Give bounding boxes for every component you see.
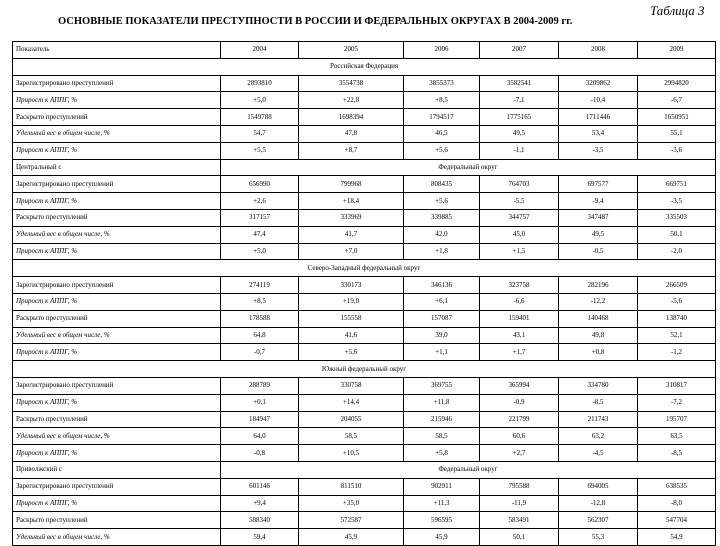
value-cell: -8,5: [638, 445, 716, 462]
value-cell: -11,9: [480, 495, 559, 512]
value-cell: 42,0: [404, 226, 480, 243]
value-cell: +10,5: [299, 445, 404, 462]
value-cell: 323758: [480, 277, 559, 294]
value-cell: 902911: [404, 478, 480, 495]
value-cell: 596595: [404, 512, 480, 529]
value-cell: 697577: [559, 176, 638, 193]
row-label: Удельный вес в общем числе, %: [13, 125, 221, 142]
table-row: [13, 512, 716, 529]
value-cell: 41,7: [299, 226, 404, 243]
table-row: [13, 495, 716, 512]
value-cell: 330758: [299, 377, 404, 394]
row-label: Раскрыто преступлений: [13, 411, 221, 428]
value-cell: 369755: [404, 377, 480, 394]
value-cell: 49,5: [480, 125, 559, 142]
value-cell: 55,3: [559, 529, 638, 546]
header-cell: 2006: [404, 42, 480, 59]
table-caption: Таблица 3: [650, 3, 705, 18]
value-cell: +5,6: [299, 344, 404, 361]
region-header-row: [13, 58, 716, 75]
table-row: [13, 377, 716, 394]
table-row: [13, 75, 716, 92]
value-cell: -12,8: [559, 495, 638, 512]
value-cell: 266509: [638, 277, 716, 294]
value-cell: 159401: [480, 310, 559, 327]
row-label: Зарегистрировано преступлений: [13, 277, 221, 294]
region-header-row: [13, 260, 716, 277]
value-cell: 346136: [404, 277, 480, 294]
value-cell: 795588: [480, 478, 559, 495]
value-cell: 288789: [221, 377, 299, 394]
row-label: Удельный вес в общем числе, %: [13, 529, 221, 546]
value-cell: 221799: [480, 411, 559, 428]
table-row: [13, 193, 716, 210]
value-cell: 155558: [299, 310, 404, 327]
value-cell: 157087: [404, 310, 480, 327]
value-cell: 215946: [404, 411, 480, 428]
value-cell: 50,1: [480, 529, 559, 546]
row-label: Прирост к АППГ, %: [13, 243, 221, 260]
value-cell: 2893810: [221, 75, 299, 92]
value-cell: 49,8: [559, 327, 638, 344]
value-cell: +8,5: [221, 293, 299, 310]
value-cell: 310817: [638, 377, 716, 394]
value-cell: 808435: [404, 176, 480, 193]
table-row: [13, 293, 716, 310]
region-name: Северо-Западный федеральный округ: [13, 260, 716, 277]
table-row: [13, 529, 716, 546]
table-row: [13, 109, 716, 126]
value-cell: +35,0: [299, 495, 404, 512]
row-label: Удельный вес в общем числе, %: [13, 428, 221, 445]
header-cell: 2004: [221, 42, 299, 59]
region-header-row: [13, 361, 716, 378]
header-cell: 2007: [480, 42, 559, 59]
region-name: Федеральный округ: [221, 461, 716, 478]
row-label: Прирост к АППГ, %: [13, 142, 221, 159]
value-cell: +0,1: [221, 394, 299, 411]
value-cell: +5,6: [404, 193, 480, 210]
row-label: Прирост к АППГ, %: [13, 394, 221, 411]
header-cell: 2008: [559, 42, 638, 59]
value-cell: 47,4: [221, 226, 299, 243]
value-cell: +5,0: [221, 92, 299, 109]
table-row: [13, 394, 716, 411]
value-cell: 63,5: [638, 428, 716, 445]
value-cell: 45,0: [480, 226, 559, 243]
value-cell: 3209862: [559, 75, 638, 92]
row-label: Прирост к АППГ, %: [13, 193, 221, 210]
value-cell: 41,6: [299, 327, 404, 344]
value-cell: 1775165: [480, 109, 559, 126]
region-header-row: [13, 159, 716, 176]
value-cell: 211743: [559, 411, 638, 428]
region-header-row: [13, 461, 716, 478]
value-cell: -7,1: [480, 92, 559, 109]
table-row: [13, 226, 716, 243]
value-cell: -8,0: [638, 495, 716, 512]
value-cell: -10,4: [559, 92, 638, 109]
value-cell: 49,5: [559, 226, 638, 243]
row-label: Прирост к АППГ, %: [13, 445, 221, 462]
value-cell: 52,1: [638, 327, 716, 344]
value-cell: 1650951: [638, 109, 716, 126]
value-cell: 334780: [559, 377, 638, 394]
row-label: Прирост к АППГ, %: [13, 495, 221, 512]
table-row: [13, 277, 716, 294]
value-cell: 54,9: [638, 529, 716, 546]
value-cell: 547704: [638, 512, 716, 529]
table-row: [13, 209, 716, 226]
value-cell: 365994: [480, 377, 559, 394]
value-cell: 656990: [221, 176, 299, 193]
value-cell: 274119: [221, 277, 299, 294]
value-cell: 1549788: [221, 109, 299, 126]
value-cell: +5,0: [221, 243, 299, 260]
header-cell: 2005: [299, 42, 404, 59]
value-cell: 45,9: [404, 529, 480, 546]
value-cell: 46,5: [404, 125, 480, 142]
page-title: ОСНОВНЫЕ ПОКАЗАТЕЛИ ПРЕСТУПНОСТИ В РОССИИ И ФЕДЕРАЛЬНЫХ ОКРУГАХ В 2004-2009 гг.: [58, 16, 573, 27]
table-row: [13, 344, 716, 361]
value-cell: -0,7: [221, 344, 299, 361]
table-row: [13, 176, 716, 193]
value-cell: 339885: [404, 209, 480, 226]
value-cell: -12,2: [559, 293, 638, 310]
value-cell: +6,1: [404, 293, 480, 310]
value-cell: -7,2: [638, 394, 716, 411]
value-cell: 204055: [299, 411, 404, 428]
value-cell: 811510: [299, 478, 404, 495]
row-label: Зарегистрировано преступлений: [13, 176, 221, 193]
row-label: Прирост к АППГ, %: [13, 293, 221, 310]
row-label: Удельный вес в общем числе, %: [13, 226, 221, 243]
row-label: Раскрыто преступлений: [13, 109, 221, 126]
value-cell: 3582541: [480, 75, 559, 92]
row-label: Удельный вес в общем числе, %: [13, 327, 221, 344]
crime-statistics-table: [12, 41, 716, 546]
value-cell: 1711446: [559, 109, 638, 126]
table-row: [13, 428, 716, 445]
value-cell: 601146: [221, 478, 299, 495]
value-cell: +1,1: [404, 344, 480, 361]
value-cell: 55,1: [638, 125, 716, 142]
row-label: Зарегистрировано преступлений: [13, 377, 221, 394]
value-cell: +11,8: [404, 394, 480, 411]
header-cell: Показатель: [13, 42, 221, 59]
value-cell: 562307: [559, 512, 638, 529]
value-cell: +5,5: [221, 142, 299, 159]
value-cell: -3,5: [559, 142, 638, 159]
region-name: Федеральный округ: [221, 159, 716, 176]
value-cell: 39,0: [404, 327, 480, 344]
value-cell: 344757: [480, 209, 559, 226]
value-cell: 64,8: [221, 327, 299, 344]
value-cell: +0,8: [559, 344, 638, 361]
row-label: Зарегистрировано преступлений: [13, 75, 221, 92]
value-cell: 178588: [221, 310, 299, 327]
value-cell: 60,6: [480, 428, 559, 445]
table-row: [13, 478, 716, 495]
value-cell: -5,6: [638, 293, 716, 310]
value-cell: +19,0: [299, 293, 404, 310]
value-cell: +1,8: [404, 243, 480, 260]
row-label: Раскрыто преступлений: [13, 512, 221, 529]
row-label: Прирост к АППГ, %: [13, 92, 221, 109]
value-cell: 140468: [559, 310, 638, 327]
value-cell: +14,4: [299, 394, 404, 411]
value-cell: 184947: [221, 411, 299, 428]
value-cell: 54,7: [221, 125, 299, 142]
value-cell: -0,5: [559, 243, 638, 260]
value-cell: 1698394: [299, 109, 404, 126]
value-cell: +1,5: [480, 243, 559, 260]
value-cell: 669751: [638, 176, 716, 193]
value-cell: 64,0: [221, 428, 299, 445]
value-cell: 63,2: [559, 428, 638, 445]
value-cell: -4,5: [559, 445, 638, 462]
value-cell: 333969: [299, 209, 404, 226]
value-cell: 45,9: [299, 529, 404, 546]
row-label: Раскрыто преступлений: [13, 209, 221, 226]
table-row: [13, 327, 716, 344]
value-cell: 588340: [221, 512, 299, 529]
value-cell: +8,7: [299, 142, 404, 159]
value-cell: 330173: [299, 277, 404, 294]
value-cell: 58,5: [404, 428, 480, 445]
value-cell: -1,2: [638, 344, 716, 361]
value-cell: 58,5: [299, 428, 404, 445]
value-cell: 2994820: [638, 75, 716, 92]
table-row: [13, 243, 716, 260]
region-prefix: Приволжский с: [13, 461, 221, 478]
value-cell: +18,4: [299, 193, 404, 210]
value-cell: -5,5: [480, 193, 559, 210]
value-cell: 50,1: [638, 226, 716, 243]
value-cell: -0,9: [480, 394, 559, 411]
value-cell: +11,3: [404, 495, 480, 512]
value-cell: 1794517: [404, 109, 480, 126]
value-cell: 59,4: [221, 529, 299, 546]
region-prefix: Центральный с: [13, 159, 221, 176]
value-cell: -1,1: [480, 142, 559, 159]
value-cell: +1,7: [480, 344, 559, 361]
value-cell: 138740: [638, 310, 716, 327]
region-name: Южный федеральный округ: [13, 361, 716, 378]
value-cell: 282196: [559, 277, 638, 294]
row-label: Прирост к АППГ, %: [13, 344, 221, 361]
value-cell: 195707: [638, 411, 716, 428]
value-cell: +8,5: [404, 92, 480, 109]
value-cell: +9,4: [221, 495, 299, 512]
value-cell: 53,4: [559, 125, 638, 142]
value-cell: 572587: [299, 512, 404, 529]
value-cell: +2,6: [221, 193, 299, 210]
region-name: Российская Федерация: [13, 58, 716, 75]
row-label: Раскрыто преступлений: [13, 310, 221, 327]
value-cell: 694005: [559, 478, 638, 495]
value-cell: -3,6: [638, 142, 716, 159]
value-cell: -8,5: [559, 394, 638, 411]
value-cell: -3,5: [638, 193, 716, 210]
value-cell: 764703: [480, 176, 559, 193]
table-row: [13, 445, 716, 462]
table-row: [13, 411, 716, 428]
value-cell: 47,8: [299, 125, 404, 142]
value-cell: +7,0: [299, 243, 404, 260]
value-cell: -0,8: [221, 445, 299, 462]
value-cell: -6,7: [638, 92, 716, 109]
table-row: [13, 310, 716, 327]
value-cell: 3855373: [404, 75, 480, 92]
value-cell: 335503: [638, 209, 716, 226]
header-cell: 2009: [638, 42, 716, 59]
value-cell: 347487: [559, 209, 638, 226]
row-label: Зарегистрировано преступлений: [13, 478, 221, 495]
value-cell: 317157: [221, 209, 299, 226]
table-row: [13, 92, 716, 109]
value-cell: 799968: [299, 176, 404, 193]
value-cell: +5,8: [404, 445, 480, 462]
value-cell: +2,7: [480, 445, 559, 462]
value-cell: 638535: [638, 478, 716, 495]
table-row: [13, 125, 716, 142]
value-cell: 3554738: [299, 75, 404, 92]
value-cell: 43,1: [480, 327, 559, 344]
value-cell: -9,4: [559, 193, 638, 210]
value-cell: -6,6: [480, 293, 559, 310]
value-cell: 583491: [480, 512, 559, 529]
value-cell: +22,8: [299, 92, 404, 109]
table-row: [13, 142, 716, 159]
value-cell: -2,0: [638, 243, 716, 260]
header-row: [13, 42, 716, 59]
value-cell: +5,6: [404, 142, 480, 159]
